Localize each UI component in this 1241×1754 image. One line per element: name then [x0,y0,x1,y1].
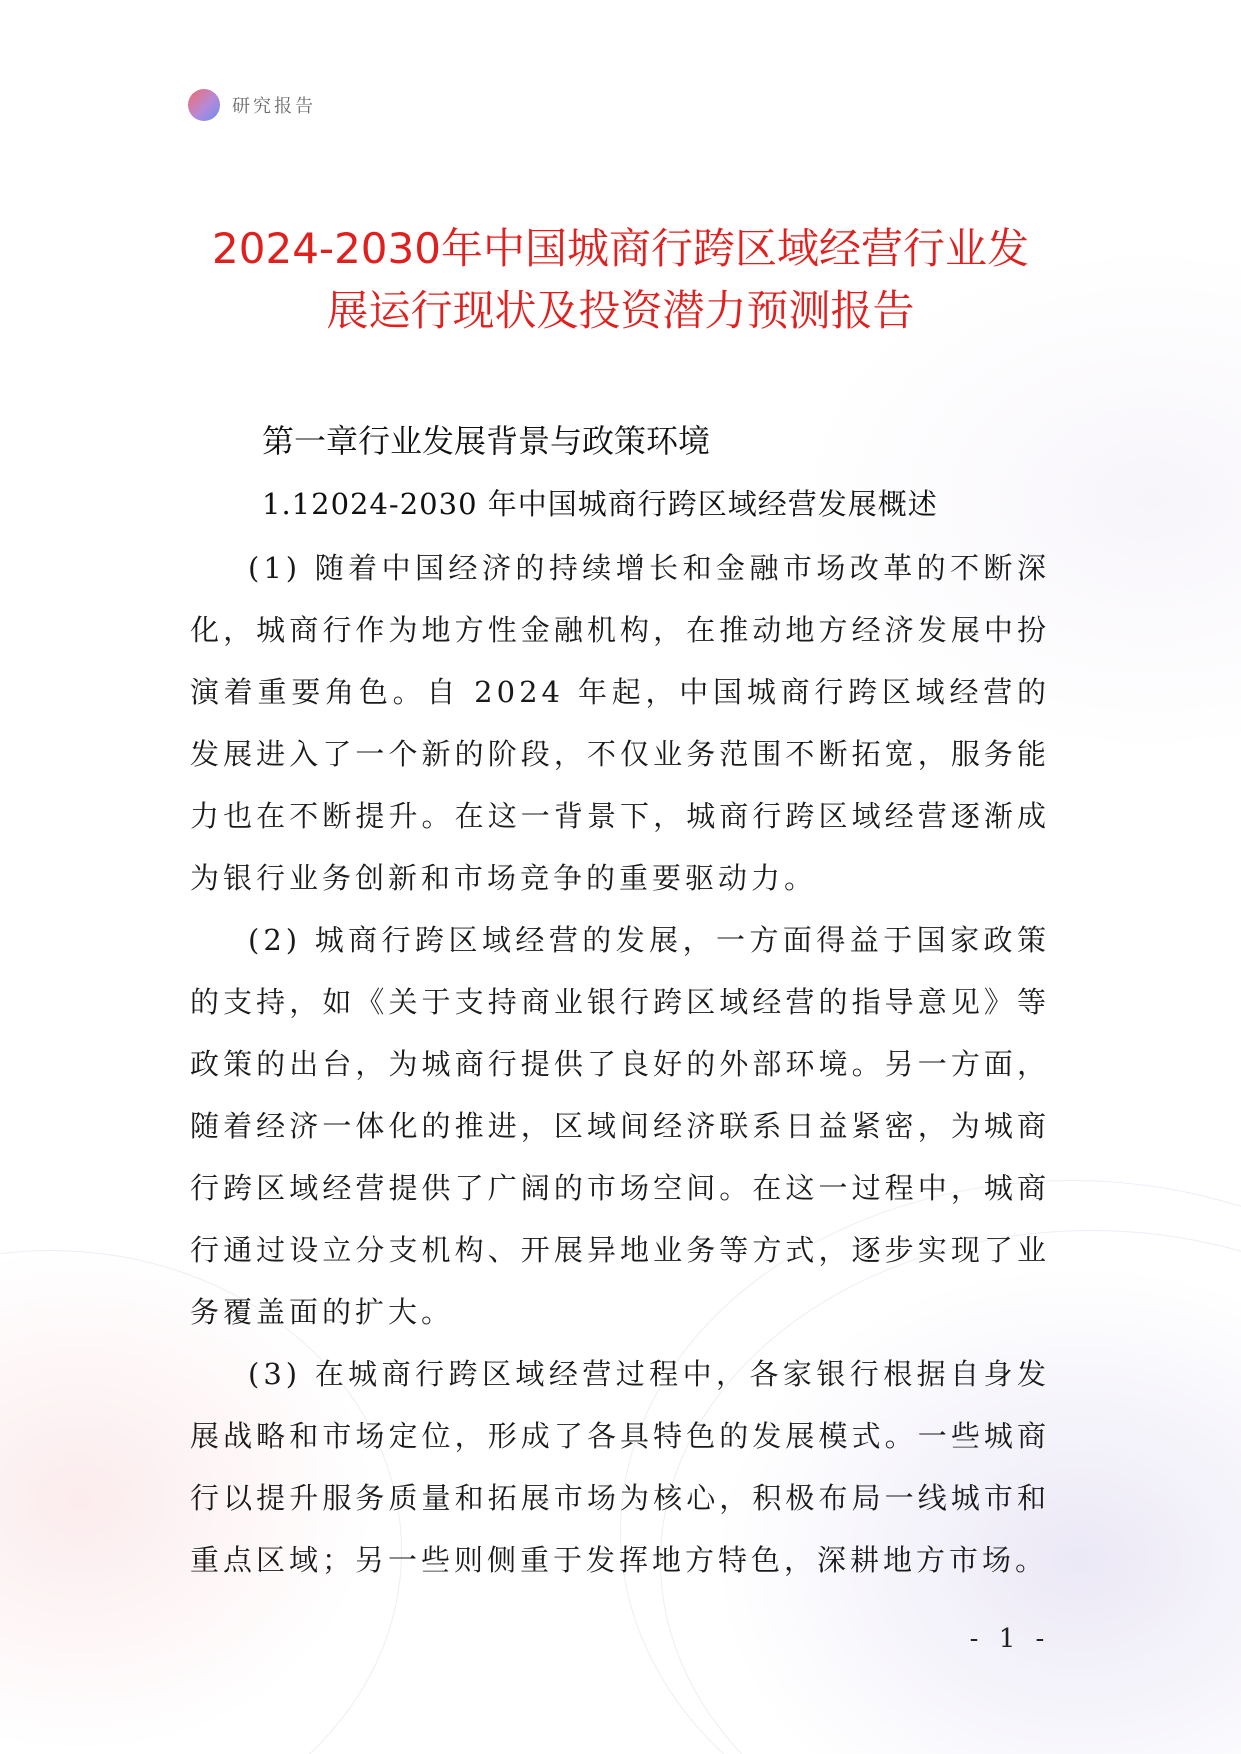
report-title-line-1: 2024-2030年中国城商行跨区域经营行业发 [212,224,1029,273]
section-heading: 1.12024-2030 年中国城商行跨区域经营发展概述 [262,487,938,521]
body-text [190,537,1050,1591]
paragraph-3: (3) 在城商行跨区域经营过程中，各家银行根据自身发展战略和市场定位，形成了各具特色的发展模式。一些城商行以提升服务质量和拓展市场为核心，积极布局一线城市和重点区域；另一些则侧重于发挥地方特色，深耕地方市场。 [190,1357,1050,1577]
report-title [150,218,1091,342]
header-label: 研究报告 [232,96,316,117]
report-title-line-2: 展运行现状及投资潜力预测报告 [326,286,915,335]
page-header [188,88,316,122]
page-number: - 1 - [969,1624,1051,1654]
paragraph-2: (2) 城商行跨区域经营的发展，一方面得益于国家政策的支持，如《关于支持商业银行跨区域经营的指导意见》等政策的出台，为城商行提供了良好的外部环境。另一方面，随着经济一体化的推进，区域间经济联系日益紧密，为城商行跨区域经营提供了广阔的市场空间。在这一过程中，城商行通过设立分支机构、开展异地业务等方式，逐步实现了业务覆盖面的扩大。 [190,923,1050,1329]
logo-circle-icon [188,89,220,121]
paragraph-1: (1) 随着中国经济的持续增长和金融市场改革的不断深化，城商行作为地方性金融机构，在推动地方经济发展中扮演着重要角色。自 2024 年起，中国城商行跨区域经营的发展进入了一个新的阶段，不仅业务范围不断拓宽，服务能力也在不断提升。在这一背景下，城商行跨区域经营逐渐成为银行业务创新和市场竞争的重要驱动力。 [190,551,1050,895]
chapter-heading: 第一章行业发展背景与政策环境 [262,422,711,460]
